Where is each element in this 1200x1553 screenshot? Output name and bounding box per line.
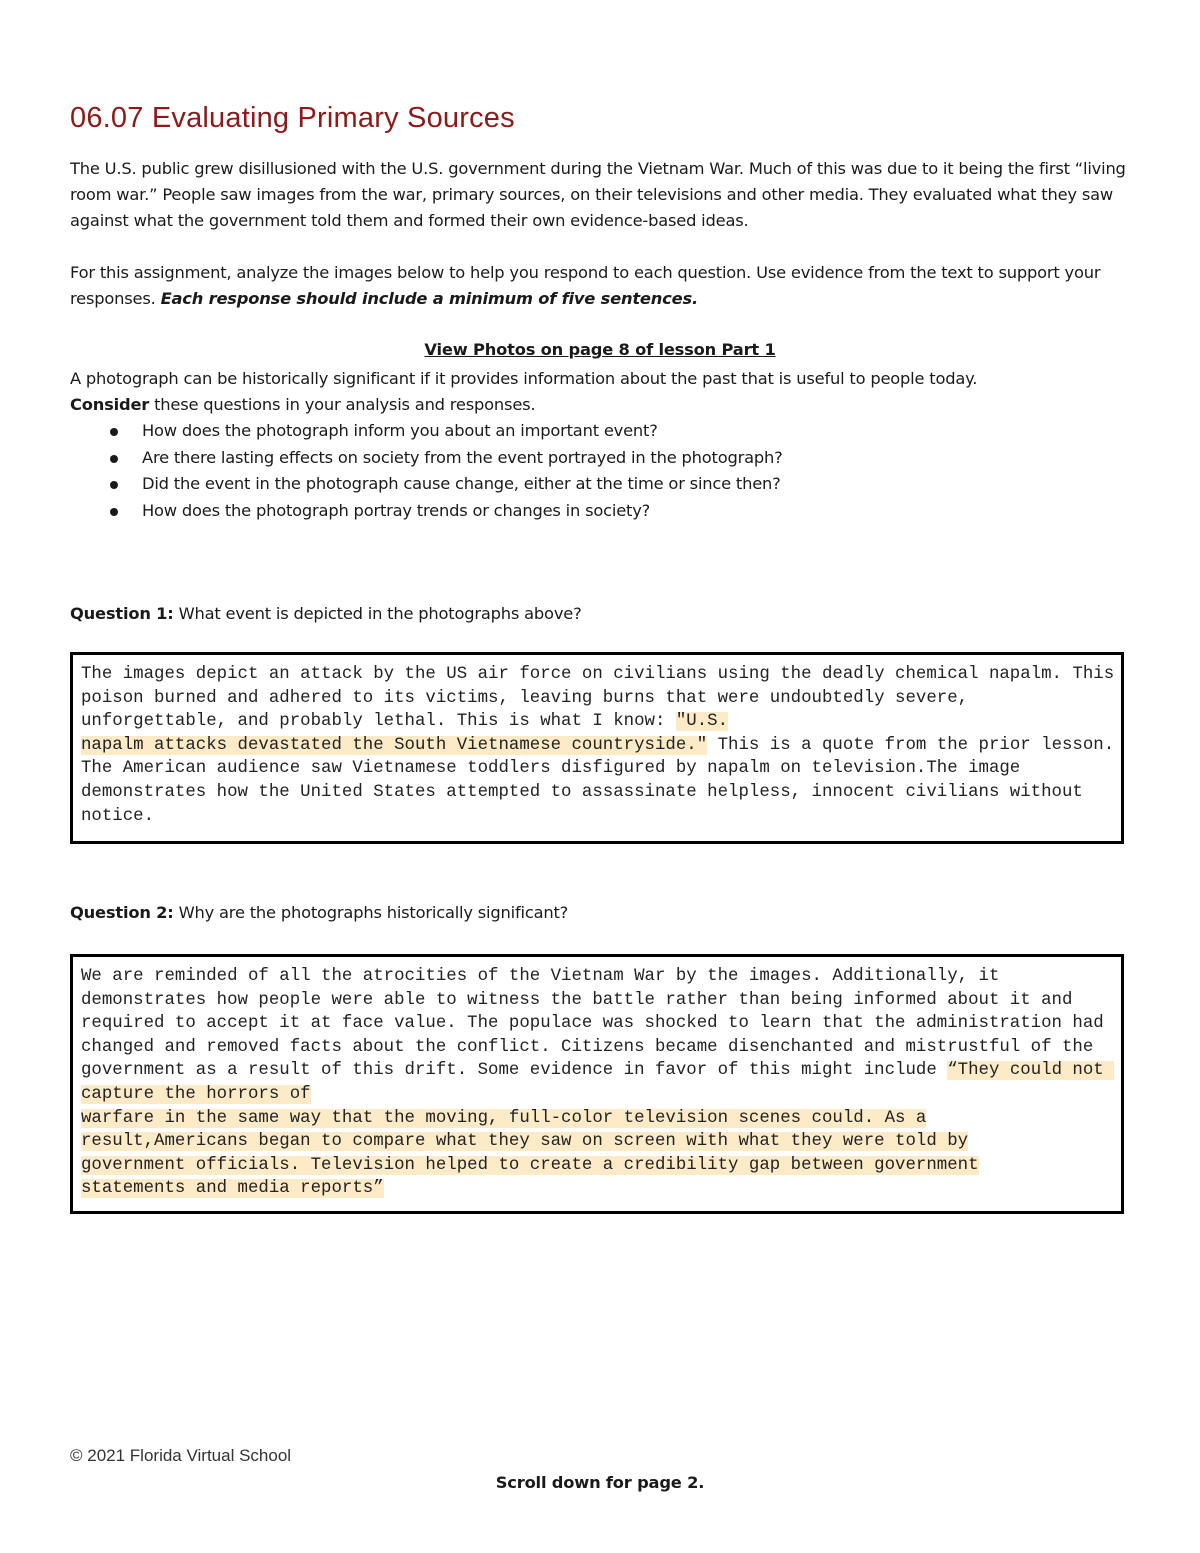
question-1-text: What event is depicted in the photographs above?	[173, 604, 582, 623]
list-item: Did the event in the photograph cause change, either at the time or since then?	[100, 471, 783, 498]
answer-1-text	[81, 663, 1125, 828]
question-2-text: Why are the photographs historically significant?	[173, 903, 569, 922]
question-2	[70, 903, 568, 922]
question-1	[70, 604, 582, 623]
consider-bold: Consider	[70, 395, 150, 414]
consider-rest: these questions in your analysis and responses.	[149, 395, 536, 414]
answer-2-before: We are reminded of all the atrocities of the Vietnam War by the images. Additionally, it demonstrates how people were able to witness the battle rather than being informed about it and required to accept it at face value. The populace was shocked to learn that the administration had changed and removed facts about the conflict. Citizens became disenchanted and mistrustful of the government as a result of this drift. Some evidence in favor of this might include	[81, 967, 1115, 1081]
answer-1-after: This is a quote from the prior lesson. The American audience saw Vietnamese toddlers disfigured by napalm on television.The image demonstrates how the United States attempted to assassinate helpless, innocent civilians without notice.	[81, 735, 1125, 826]
answer-2-quote-line: statements and media reports”	[81, 1179, 384, 1199]
significance-paragraph	[70, 366, 1140, 418]
answer-1-before: The images depict an attack by the US air force on civilians using the deadly chemical napalm. This poison burned and adhered to its victims, leaving burns that were undoubtedly severe, unforgettable, and probably lethal. This is what I know:	[81, 665, 1125, 732]
copyright-footer: © 2021 Florida Virtual School	[70, 1446, 292, 1465]
assignment-text: For this assignment, analyze the images below to help you respond to each question. Use evidence from the text to support your responses.	[70, 263, 1101, 308]
scroll-note: Scroll down for page 2.	[495, 1473, 705, 1492]
list-item: How does the photograph inform you about an important event?	[100, 418, 783, 445]
view-photos-link[interactable]: View Photos on page 8 of lesson Part 1	[424, 340, 776, 359]
list-item: How does the photograph portray trends or changes in society?	[100, 498, 783, 525]
significance-sentence: A photograph can be historically significant if it provides information about the past that is useful to people today.	[70, 369, 978, 388]
answer-2-quote-line: “They could not capture the horrors of	[81, 1061, 1115, 1104]
assignment-paragraph	[70, 260, 1140, 312]
answer-2-box[interactable]	[70, 954, 1124, 1214]
list-item: Are there lasting effects on society from the event portrayed in the photograph?	[100, 445, 783, 472]
question-1-label: Question 1:	[70, 604, 174, 623]
answer-2-text	[81, 965, 1121, 1201]
answer-2-quote-line: warfare in the same way that the moving, full-color television scenes could. As a	[81, 1108, 927, 1128]
answer-1-quote-part2: napalm attacks devastated the South Vietnamese countryside."	[81, 735, 708, 755]
consider-questions-list	[100, 418, 783, 524]
answer-1-quote-part1: "U.S.	[675, 712, 729, 732]
assignment-emphasis: Each response should include a minimum of five sentences.	[160, 289, 698, 308]
answer-2-quote-line: government officials. Television helped to create a credibility gap between government	[81, 1155, 979, 1175]
answer-2-quote-line: result,Americans began to compare what they saw on screen with what they were told by	[81, 1132, 969, 1152]
question-2-label: Question 2:	[70, 903, 174, 922]
answer-1-box[interactable]	[70, 652, 1124, 844]
intro-paragraph: The U.S. public grew disillusioned with the U.S. government during the Vietnam War. Much of this was due to it being the first “living room war.” People saw images from the war, primary sources, on their televisions and other media. They evaluated what they saw against what the government told them and formed their own evidence-based ideas.	[70, 159, 1126, 230]
page-title: 06.07 Evaluating Primary Sources	[70, 102, 515, 134]
